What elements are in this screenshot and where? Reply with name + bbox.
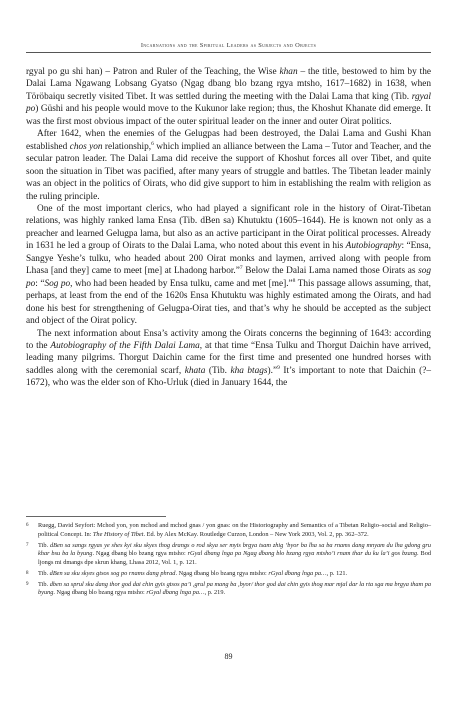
paragraph: [26, 328, 431, 390]
italic-run: dBen sa sangs rgyas ye shes kyi sku skyes thog drangs o rod skya ser myis brgya tsam zhig ’byor ba lha sa ba rnams dang mnyam du lha gdong gru khar bsu ba la byung: [38, 541, 432, 557]
text-run: rgyal po gu shi han) – Patron and Ruler of the Teaching, the Wise: [26, 67, 280, 77]
footnote-ref: 6: [151, 140, 154, 147]
footnote-number: 8: [26, 570, 29, 576]
text-run: – the title, bestowed to him by the Dalai Lama Ngawang Lobsang Gyatso (Ngag dbang blo bzang rgya mtsho, 1617–1682) in 1638, when Töröbaiqu secretly visited Tibet. It was settled during the meeting with the Dalai Lama that king (Tib.: [26, 67, 431, 102]
text-run: . Ngag dbang blo bzang rgya mtsho:: [53, 589, 147, 596]
italic-run: Autobiography of the Fifth Dalai Lama: [50, 340, 200, 351]
text-run: Tib.: [38, 541, 50, 549]
footnote: [26, 581, 431, 598]
italic-run: rGyal dbang lnga pa Ngag dbang blo bzang rgya mtsho’i rnam thar du ku la’i gos bzang: [187, 550, 418, 557]
text-run: . Bod ljongs mi dmangs dpe skrun khang, Lhasa 2012, Vol. 1, p. 121.: [38, 550, 432, 566]
italic-run: dBen sa sku skyes gtsos sog po rnams dang phrad: [49, 569, 176, 577]
text-run: This passage allows assuming, that, perhaps, at least from the end of the 1620s Ensa Khutuktu was highly estimated among the Oirats, and had done his best for strengthening of Gelugpa-Oirat ties, and that’s why he should be accepted as the subject and object of the Oirat policy.: [26, 278, 431, 327]
page-number: 89: [224, 652, 233, 661]
italic-run: kha btags: [230, 365, 268, 376]
italic-run: chos yon: [69, 141, 103, 152]
footnote-ref: 7: [239, 265, 243, 272]
footnote-ref: 9: [277, 364, 280, 371]
text-run: . Ngag dbang blo bzang rgya mtsho:: [175, 569, 269, 577]
footnote: [26, 522, 431, 539]
italic-run: The History of Tibet: [92, 530, 144, 538]
text-run: ).”: [267, 365, 278, 376]
italic-run: dben sa sprul sku dang thor god dai chin gyis gtsos pa’i ,grul pa mang ba ,byor/ thor god dai chin gyis thog mar mjal dar la rta sga ma brgya tham pa byung: [38, 580, 432, 596]
text-run: : “Ensa, Sangye Yeshe’s tulku, who headed about 200 Oirat monks and laymen, arrived along with people from Lhasa [and they] came to meet [me] at Lhadong harbor.”: [26, 241, 431, 277]
text-run: Tib.: [38, 569, 50, 577]
paragraph: [26, 66, 431, 128]
header-rule: [26, 52, 431, 53]
italic-run: rgyal po: [26, 91, 431, 115]
italic-run: Sog po: [44, 278, 71, 289]
text-run: It’s important to note that Daichin (?–1672), who was the elder son of Kho-Urluk (died in January 1644, the: [26, 365, 431, 389]
paragraph: [26, 203, 431, 328]
text-run: which implied an alliance between the Lama – Tutor and Teacher, and the secular patron leader. The Dalai Lama did receive the support of Khoshut forces all over Tibet, and quite soon the situation in Tibet was pacified, after many years of struggle and battles. The Tibetan leader mainly was an object in the politics of Oirats, who did give support to him in establishing the realm with religion as the ruling principle.: [26, 141, 432, 202]
footnote: [26, 542, 431, 568]
text-run: , p. 219.: [204, 589, 226, 596]
footnote-ref: 8: [292, 277, 296, 284]
text-run: ) Güshi and his people would move to the Kukunor lake region; thus, the Khoshut Khanate did emerge. It was the first most obvious impact of the outer spiritual leader on the inner and outer Oirat politics.: [26, 104, 431, 127]
text-run: One of the most important clerics, who had played a significant role in the history of Oirat-Tibetan relations, was highly ranked lama Ensa (Tib. dBen sa) Khutuktu (1605–1644). He is known not only as a preacher and learned Gelugpa lama, but also as an active participant in the Oirat political processes. Already in 1631 he led a group of Oirats to the Dalai Lama, who noted about this event in his: [26, 203, 431, 252]
italic-run: rGyal dbang lnga pa…: [268, 569, 327, 577]
footnote-rule: [26, 516, 166, 517]
footnote: [26, 570, 431, 579]
text-run: Tib.: [38, 580, 50, 588]
text-run: , at that time “Ensa Tulku and Thorgut Daichin have arrived, leading many pilgrims. Thorgut Daichin came for the first time and presented one hundred horses with saddles along with the ceremonial scarf,: [26, 340, 431, 376]
text-run: (Tib.: [205, 365, 231, 376]
text-run: After 1642, when the enemies of the Gelugpas had been destroyed, the Dalai Lama and Gushi Khan established: [26, 129, 431, 152]
footnote-number: 9: [26, 581, 29, 587]
text-run: : “: [35, 278, 45, 289]
text-run: Ruegg, David Seyfort: Mchod yon, yon mchod and mchod gnas / yon gnas: on the Historiography and Semantics of a Tibetan Religio–social and Religio–political Concept. In:: [38, 522, 431, 538]
italic-run: khan: [279, 67, 298, 77]
footnote-number: 6: [26, 523, 29, 528]
text-run: Below the Dalai Lama named those Oirats as: [242, 266, 419, 277]
text-run: , who had been headed by Ensa tulku, came and met [me].”: [70, 278, 293, 289]
footnotes: [26, 522, 431, 600]
body-text: [26, 66, 431, 390]
text-run: , p. 121.: [326, 569, 348, 577]
italic-run: khata: [184, 365, 206, 376]
paragraph: [26, 128, 431, 203]
italic-run: Autobiography: [345, 241, 402, 252]
running-head: Incarnations and the Spiritual Leaders as Subjects and Objects: [140, 42, 317, 49]
text-run: relationship,: [102, 141, 152, 152]
text-run: . Ngag dbang blo bzang rgya mtsho:: [92, 550, 188, 557]
italic-run: rGyal dbang lnga pa…: [146, 589, 205, 596]
text-run: The next information about Ensa’s activity among the Oirats concerns the beginning of 1643: according to the: [26, 328, 431, 351]
italic-run: sog po: [26, 266, 432, 289]
text-run: . Ed. by Alex McKay. Routledge Curzon, London – New York 2003, Vol. 2, pp. 362–372.: [143, 530, 369, 538]
footnote-number: 7: [26, 542, 29, 548]
